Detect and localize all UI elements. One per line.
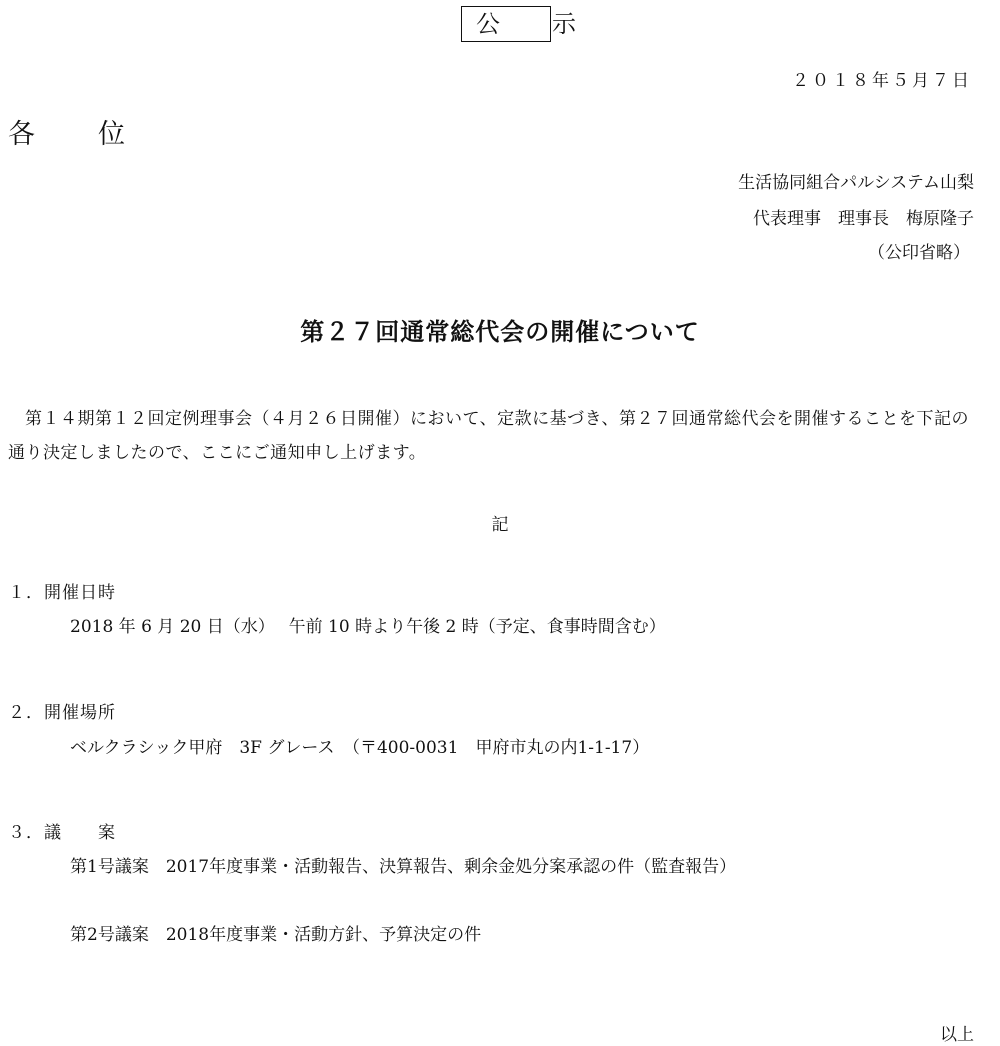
addressee: 各 位 [8, 119, 143, 150]
closing-mark: 以上 [940, 1025, 974, 1045]
agenda-item-1: 第1号議案 2017年度事業・活動報告、決算報告、剰余金処分案承認の件（監査報告） [70, 857, 737, 877]
seal-omitted-note: （公印省略） [868, 243, 970, 263]
document-date: ２０１８年５月７日 [792, 71, 972, 91]
ki-marker: 記 [491, 515, 509, 535]
agenda-item-2: 第2号議案 2018年度事業・活動方針、予算決定の件 [70, 925, 482, 945]
item-value-datetime: 2018 年 6 月 20 日（水） 午前 10 時より午後 2 時（予定、食事時間含む） [70, 617, 666, 637]
sender-organization: 生活協同組合パルシステム山梨 [738, 173, 974, 193]
item-label-venue: ２．開催場所 [8, 703, 116, 723]
item-label-agenda: ３．議 案 [8, 823, 116, 843]
body-paragraph: 第１４期第１２回定例理事会（４月２６日開催）において、定款に基づき、第２７回通常総代会を開催することを下記の通り決定しましたので、ここにご通知申し上げます。 [8, 409, 969, 463]
notice-title-box: 公 示 [461, 6, 551, 42]
item-label-datetime: １．開催日時 [8, 583, 116, 603]
item-value-venue: ベルクラシック甲府 3F グレース （〒400-0031 甲府市丸の内1-1-17） [70, 738, 650, 758]
document-heading: 第２７回通常総代会の開催について [300, 317, 700, 346]
sender-representative: 代表理事 理事長 梅原隆子 [753, 209, 974, 229]
